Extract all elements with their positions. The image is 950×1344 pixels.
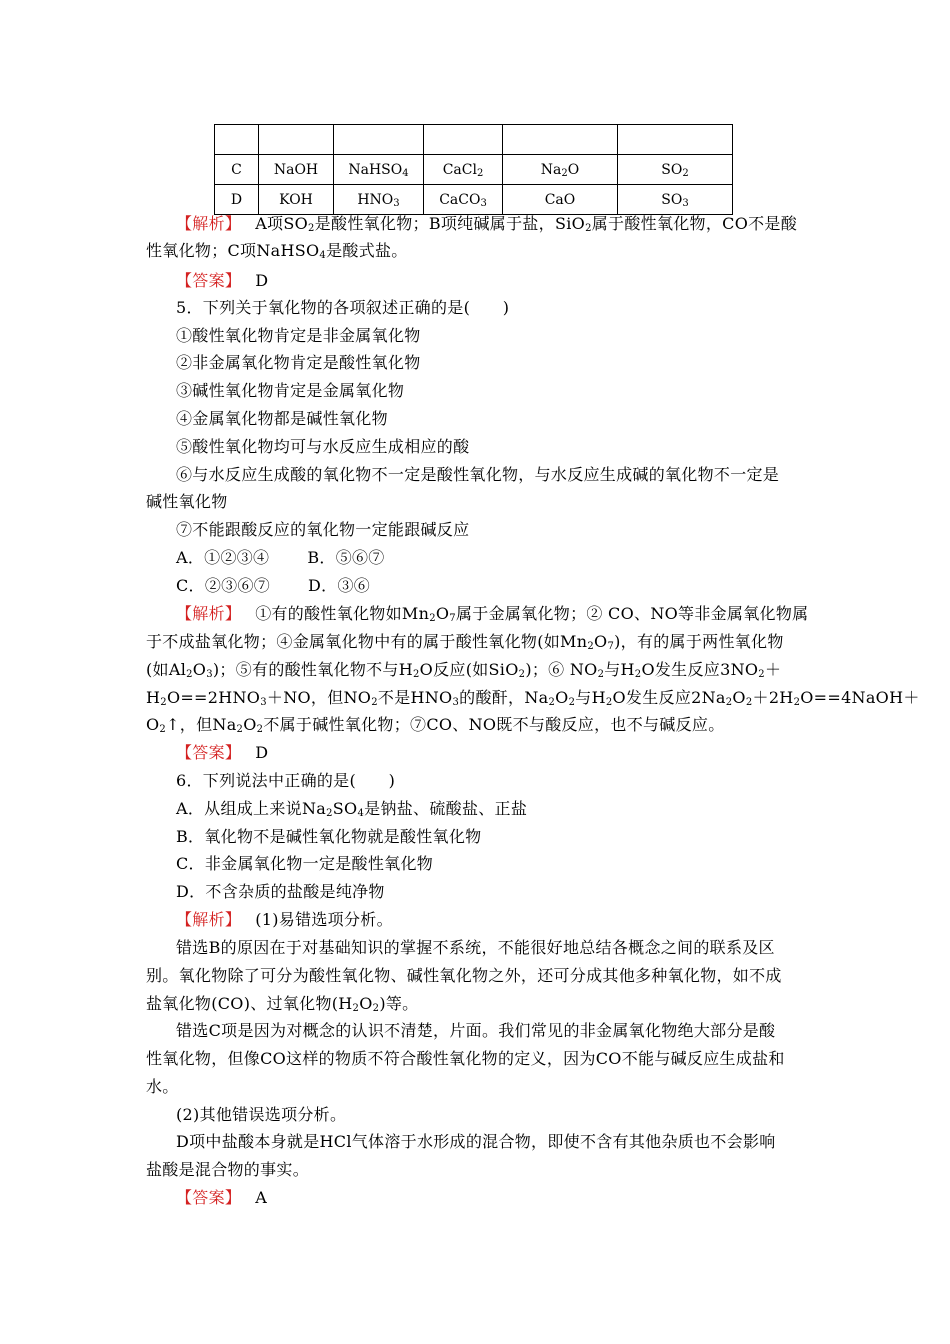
answer-tag: 【答案】 (176, 271, 242, 290)
q6-paragraph: 别。氧化物除了可分为酸性氧化物、碱性氧化物之外，还可分成其他多种氧化物，如不成 (146, 966, 782, 985)
table-cell (334, 125, 424, 155)
analysis-tag: 【解析】 (176, 910, 242, 929)
q6-answer-line (176, 1188, 267, 1208)
q6-paragraph: 错选B的原因在于对基础知识的掌握不系统，不能很好地总结各概念之间的联系及区 (176, 938, 775, 957)
q5-analysis-text: ①有的酸性氧化物如$Mn_2O_7$属于金属氧化物；② CO、NO等非金属氧化物属 (255, 604, 809, 624)
table-cell (503, 125, 618, 155)
analysis-tag: 【解析】 (176, 214, 242, 233)
q5-item-continued: 碱性氧化物 (146, 492, 228, 511)
q5-analysis-text: $H_2O==2HNO_3+NO$，但$NO_2$不是$HNO_3$的酸酐，$Na_2O_2$与$H_2O$发生反应$2Na_2O_2+2H_2O==4NaOH+$ (146, 688, 920, 708)
table-cell: C (215, 155, 259, 185)
table-cell (259, 125, 334, 155)
table-cell: $HNO_3$ (334, 185, 424, 215)
q5-options: A．①②③④ B．⑤⑥⑦ (176, 548, 385, 567)
q4-analysis-text-2: 性氧化物；C项NaHSO$_4$是酸式盐。 (146, 241, 408, 261)
q5-analysis-text: 于不成盐氧化物；④金属氧化物中有的属于酸性氧化物(如$Mn_2O_7$)，有的属于两性氧化物 (146, 632, 784, 652)
q6-option: A．从组成上来说$Na_2SO_4$是钠盐、硫酸盐、正盐 (176, 799, 528, 819)
answer-tag: 【答案】 (176, 1188, 242, 1207)
table-cell (215, 125, 259, 155)
q4-answer: D (255, 271, 269, 290)
table-cell (618, 125, 733, 155)
q5-item: ②非金属氧化物肯定是酸性氧化物 (176, 353, 421, 372)
q5-analysis-line (176, 604, 808, 624)
q6-paragraph: 错选C项是因为对概念的认识不清楚，片面。我们常见的非金属氧化物绝大部分是酸 (176, 1021, 776, 1040)
q5-item: ③碱性氧化物肯定是金属氧化物 (176, 381, 405, 400)
q6-paragraph: 盐氧化物(CO)、过氧化物$(H_2O_2)$等。 (146, 994, 419, 1014)
table-row (215, 155, 733, 185)
q5-item: ⑦不能跟酸反应的氧化物一定能跟碱反应 (176, 520, 470, 539)
q6-paragraph: 盐酸是混合物的事实。 (146, 1160, 310, 1179)
q5-item: ①酸性氧化物肯定是非金属氧化物 (176, 326, 421, 345)
table-cell: $SO_3$ (618, 185, 733, 215)
q5-item: ⑥与水反应生成酸的氧化物不一定是酸性氧化物，与水反应生成碱的氧化物不一定是 (176, 465, 780, 484)
q6-option: C．非金属氧化物一定是酸性氧化物 (176, 854, 434, 873)
q5-answer-line (176, 743, 268, 763)
q6-stem: 6．下列说法中正确的是( ) (176, 771, 396, 790)
table-cell: CaCO$_3$ (424, 185, 503, 215)
q5-item: ⑤酸性氧化物均可与水反应生成相应的酸 (176, 437, 470, 456)
table-cell: CaO (503, 185, 618, 215)
q4-answer-line (176, 271, 268, 291)
q5-analysis-text: $O_2↑$，但$Na_2O_2$不属于碱性氧化物；⑦CO、NO既不与酸反应，也不与碱反应。 (146, 715, 725, 735)
q6-paragraph: 水。 (146, 1077, 179, 1096)
analysis-tag: 【解析】 (176, 604, 242, 623)
table-cell: NaHSO$_4$ (334, 155, 424, 185)
table-cell: NaOH (259, 155, 334, 185)
q6-paragraph: D项中盐酸本身就是HCl气体溶于水形成的混合物，即使不含有其他杂质也不会影响 (176, 1132, 776, 1151)
q6-answer: A (255, 1188, 268, 1207)
q5-answer: D (255, 743, 269, 762)
q5-stem: 5．下列关于氧化物的各项叙述正确的是( ) (176, 298, 510, 317)
table-row (215, 185, 733, 215)
q6-analysis-head: (1)易错选项分析。 (255, 910, 393, 929)
q6-analysis-line (176, 910, 393, 930)
q6-paragraph: 性氧化物，但像CO这样的物质不符合酸性氧化物的定义，因为CO不能与碱反应生成盐和 (146, 1049, 785, 1068)
table-cell: CaCl$_2$ (424, 155, 503, 185)
answer-tag: 【答案】 (176, 743, 242, 762)
q5-item: ④金属氧化物都是碱性氧化物 (176, 409, 388, 428)
q5-analysis-text: (如$Al_2O_3$)；⑤有的酸性氧化物不与$H_2O$反应(如SiO$_2$)；⑥ $NO_2$与$H_2O$发生反应$3NO_2+$ (146, 660, 782, 680)
q6-option: B．氧化物不是碱性氧化物就是酸性氧化物 (176, 827, 482, 846)
q4-analysis-text-1: A项$SO_2$是酸性氧化物；B项纯碱属于盐，SiO$_2$属于酸性氧化物，CO不是酸 (255, 214, 798, 234)
q6-paragraph: (2)其他错误选项分析。 (176, 1105, 347, 1124)
table-cell: D (215, 185, 259, 215)
table-cell (424, 125, 503, 155)
table-cell: KOH (259, 185, 334, 215)
classification-table (214, 124, 733, 215)
table-cell: $SO_2$ (618, 155, 733, 185)
q5-options: C．②③⑥⑦ D．③⑥ (176, 576, 371, 595)
q4-analysis-line (176, 214, 797, 234)
table-cell: $Na_2O$ (503, 155, 618, 185)
q6-option: D．不含杂质的盐酸是纯净物 (176, 882, 385, 901)
table-row (215, 125, 733, 155)
